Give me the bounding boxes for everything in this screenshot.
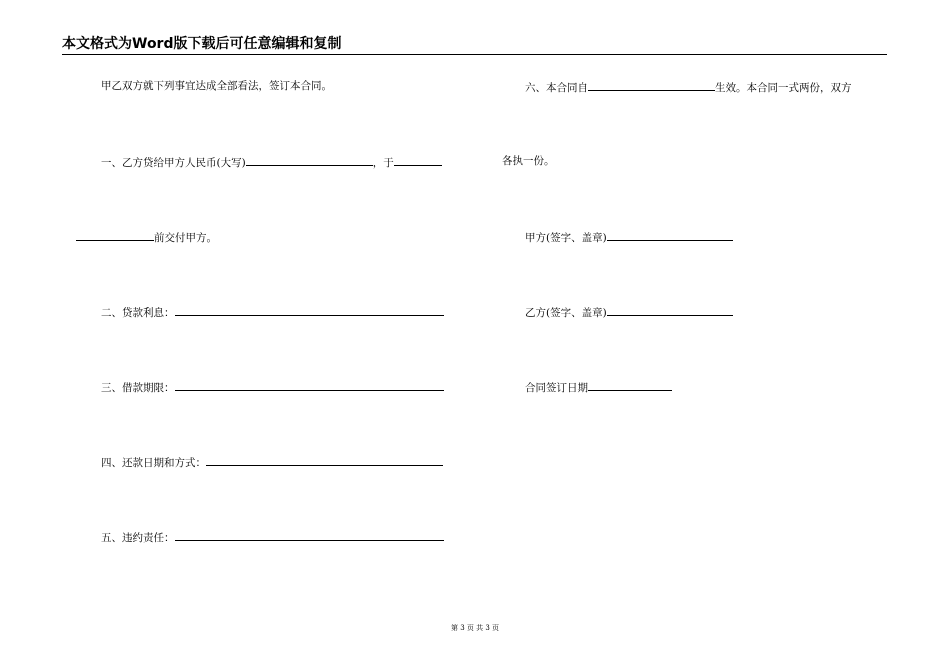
page-number: 第 3 页 共 3 页 [450,624,500,632]
party-b-label: 乙方(签字、盖章) [525,307,607,319]
clause-6 [525,79,852,95]
clause-3-label: 三、借款期限： [101,382,175,394]
party-b-signature [525,304,733,320]
clause-1-prefix: 一、乙方贷给甲方人民币(大写) [101,157,246,169]
clause-5-label: 五、违约责任： [101,532,175,544]
sign-date [525,379,672,395]
clause-4 [101,454,443,470]
clause-1-continuation [76,229,217,245]
loan-amount-blank[interactable] [246,154,373,166]
sign-date-blank[interactable] [588,379,672,391]
header-divider [62,54,887,55]
clause-5 [101,529,444,545]
party-b-signature-blank[interactable] [607,304,733,316]
clause-1 [101,154,442,170]
party-a-label: 甲方(签字、盖章) [525,232,607,244]
intro-paragraph: 甲乙双方就下列事宜达成全部看法，签订本合同。 [101,80,332,92]
party-a-signature-blank[interactable] [607,229,733,241]
document-header: 本文格式为Word版下载后可任意编辑和复制 [62,36,342,52]
clause-1-mid: ，于 [372,157,394,169]
clause-6-prefix: 六、本合同自 [525,82,588,94]
clause-6-suffix: 生效。本合同一式两份，双方 [715,82,852,94]
clause-2-label: 二、贷款利息： [101,307,175,319]
liability-blank[interactable] [175,529,444,541]
loan-term-blank[interactable] [175,379,444,391]
effective-date-blank[interactable] [588,79,715,91]
sign-date-label: 合同签订日期 [525,382,588,394]
interest-blank[interactable] [175,304,444,316]
clause-2 [101,304,444,320]
clause-1-suffix: 前交付甲方。 [154,232,217,244]
delivery-date-blank-cont[interactable] [76,229,154,241]
clause-4-label: 四、还款日期和方式： [101,457,206,469]
clause-3 [101,379,444,395]
repayment-blank[interactable] [206,454,443,466]
delivery-date-blank[interactable] [394,154,442,166]
clause-6-continuation: 各执一份。 [502,155,555,167]
party-a-signature [525,229,733,245]
